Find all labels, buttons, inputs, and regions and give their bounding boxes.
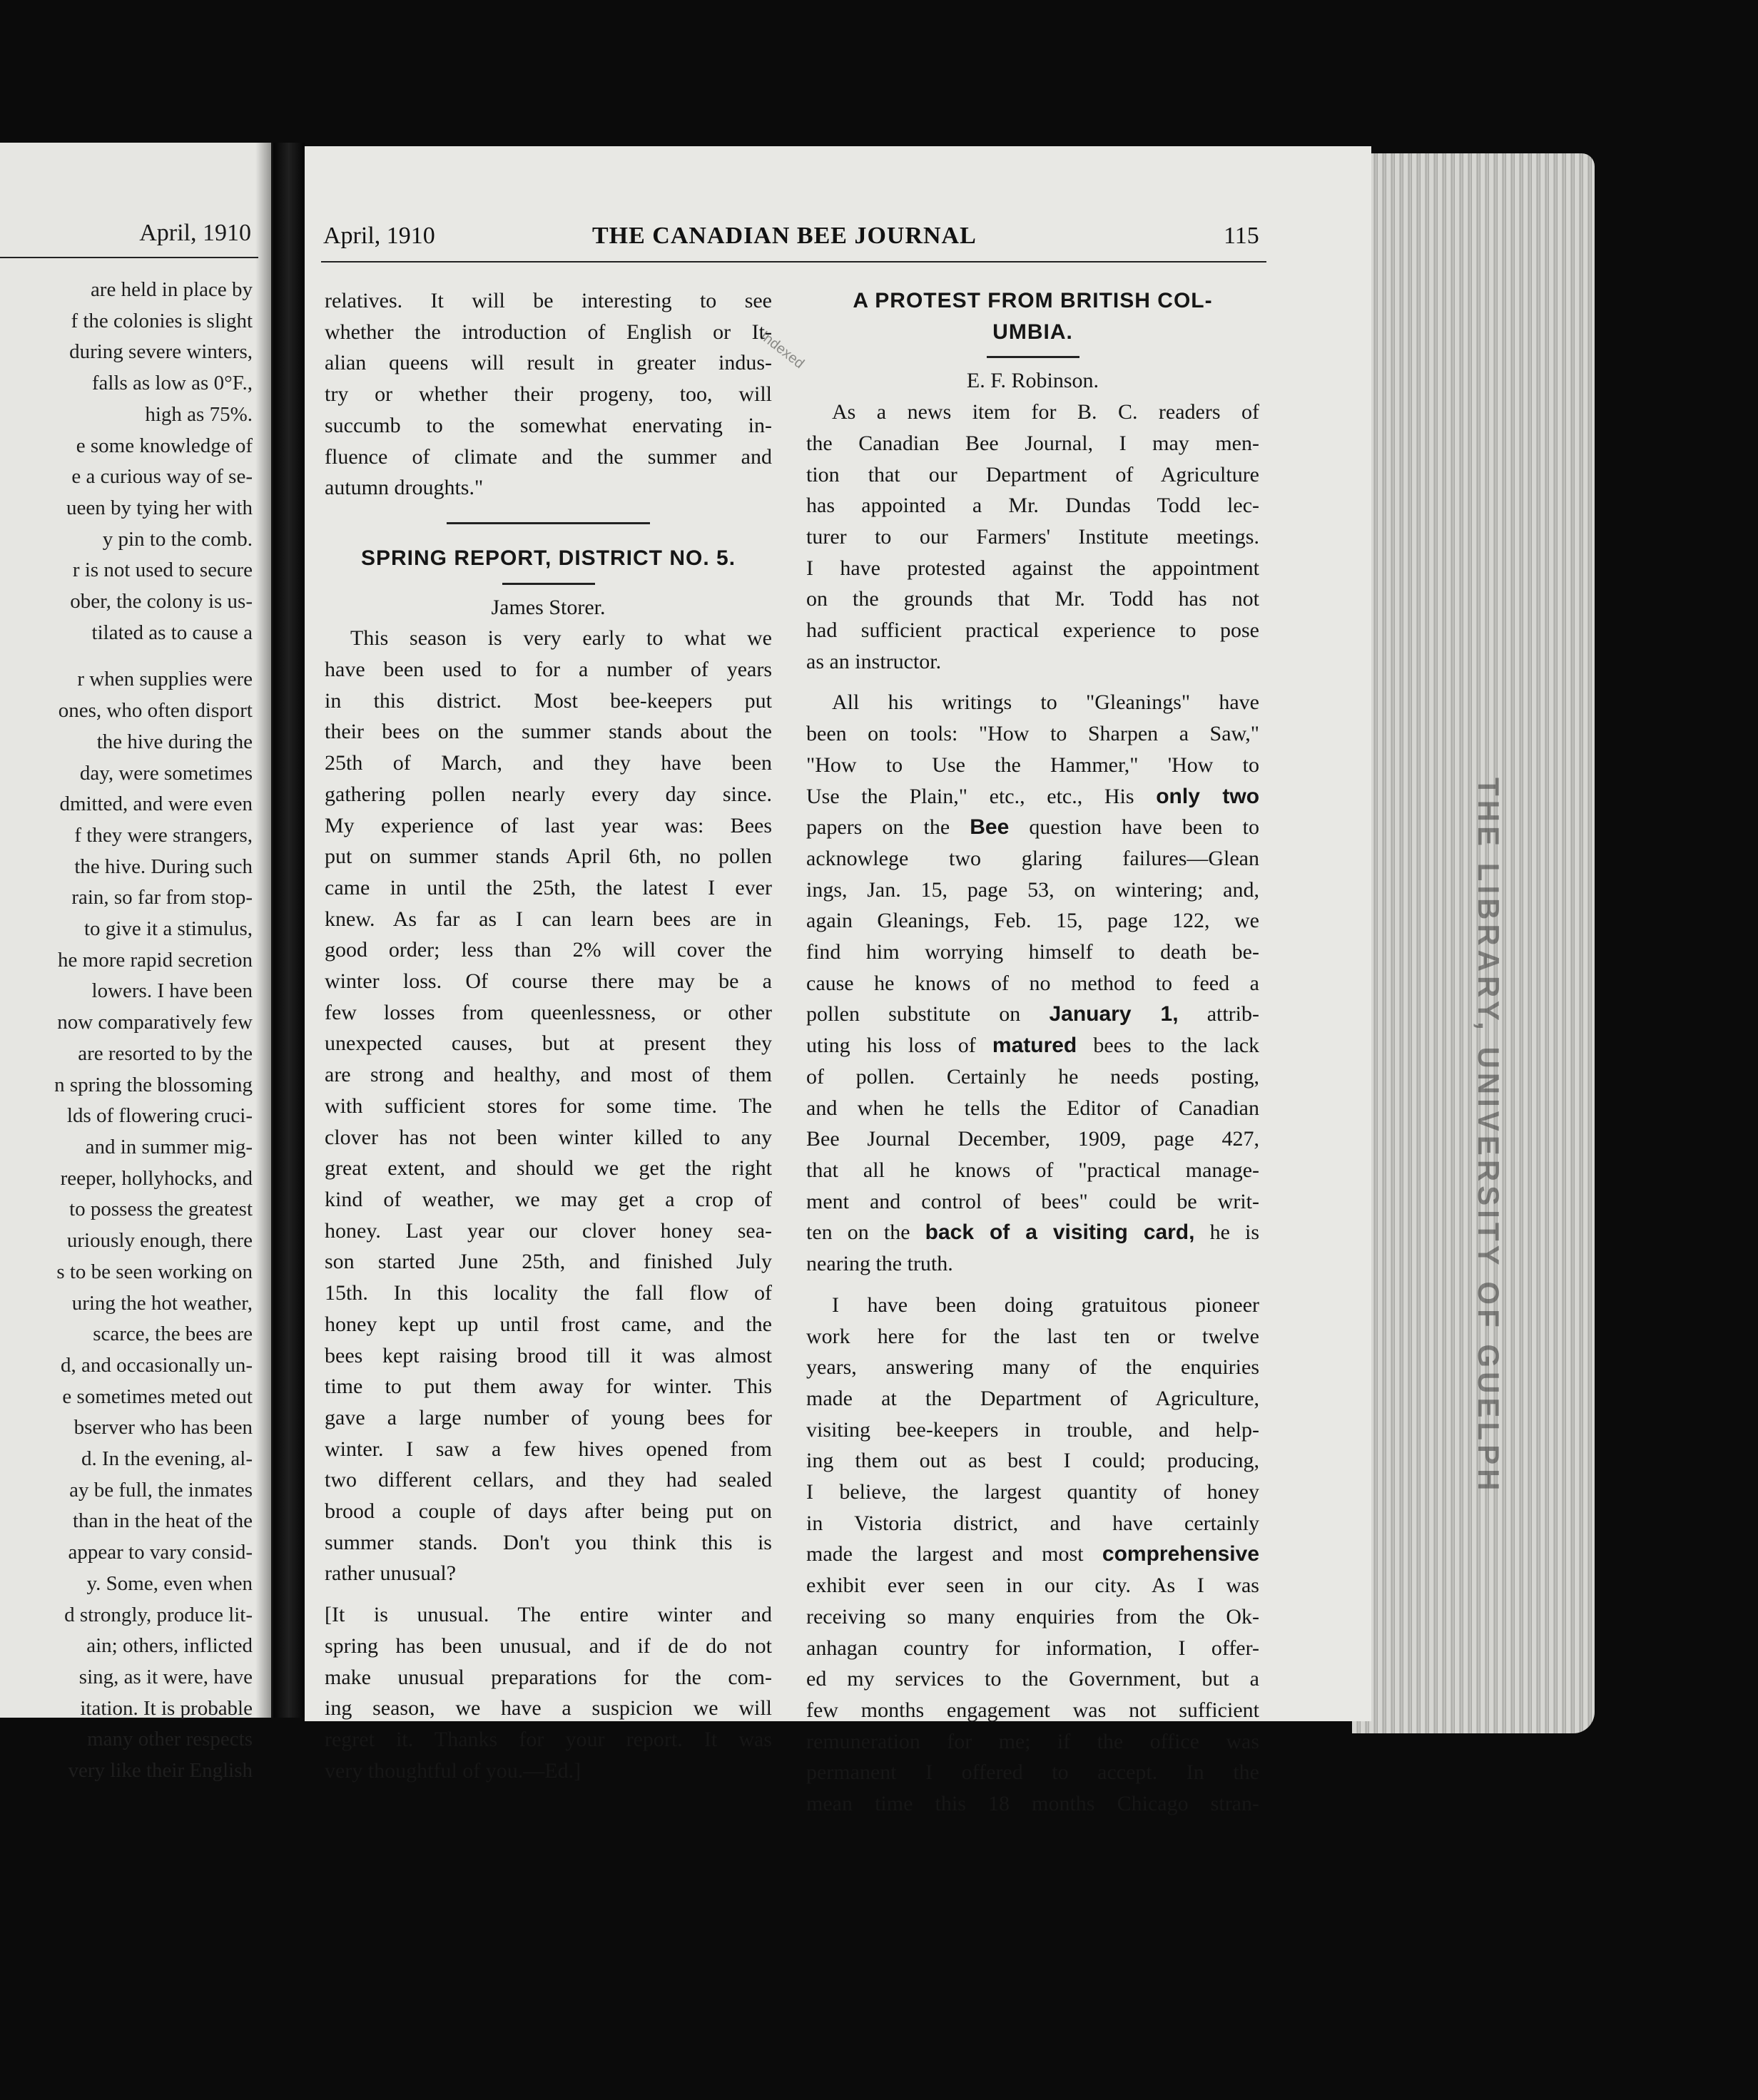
- text-line: the Canadian Bee Journal, I may men-: [806, 431, 1259, 455]
- text-line: unexpected causes, but at present they: [325, 1031, 772, 1056]
- text-line: their bees on the summer stands about the: [325, 720, 772, 744]
- text-line: remuneration for me; if the office was: [806, 1729, 1259, 1753]
- text-line: mean time this 18 months Chicago stran-: [806, 1792, 1259, 1816]
- text-line: falls as low as 0°F.,: [91, 372, 253, 395]
- text-line: find him worrying himself to death be-: [806, 940, 1259, 964]
- text-line: alian queens will result in greater indus-: [325, 351, 772, 375]
- text-line: exhibit ever seen in our city. As I was: [806, 1574, 1259, 1598]
- text-line: son started June 25th, and finished July: [325, 1250, 772, 1274]
- header-rule: [321, 261, 1266, 262]
- text-line: s to be seen working on: [56, 1260, 253, 1283]
- text-line: honey. Last year our clover honey sea-: [325, 1218, 772, 1243]
- text-line: are strong and healthy, and most of them: [325, 1063, 772, 1087]
- text-line: few losses from queenlessness, or other: [325, 1000, 772, 1024]
- text-line: as an instructor.: [806, 649, 942, 673]
- text-line: many other respects: [87, 1728, 253, 1751]
- text-line: d. In the evening, al-: [81, 1447, 253, 1471]
- text-line: ings, Jan. 15, page 53, on wintering; and,: [806, 877, 1259, 902]
- text-line: day, were sometimes: [79, 761, 253, 785]
- text-line: made at the Department of Agriculture,: [806, 1386, 1259, 1410]
- spring-report-body: [325, 623, 772, 1589]
- text-line: now comparatively few: [57, 1011, 253, 1034]
- text-line: cause he knows of no method to feed a: [806, 971, 1259, 995]
- text-line: tilated as to cause a: [91, 621, 253, 644]
- text-line: been on tools: "How to Sharpen a Saw,": [806, 722, 1259, 746]
- text-line: All his writings to "Gleanings" have: [832, 690, 1259, 715]
- text-line: e a curious way of se-: [71, 465, 253, 489]
- text-line: knew. As far as I can learn bees are in: [325, 907, 772, 931]
- text-line: ones, who often disport: [58, 699, 253, 723]
- text-line: spring has been unusual, and if de do not: [325, 1633, 772, 1658]
- text-line: rain, so far from stop-: [71, 886, 253, 909]
- text-line: made the largest and most comprehensive: [806, 1542, 1260, 1566]
- text-line: few months engagement was not sufficient: [806, 1698, 1259, 1722]
- text-line: ay be full, the inmates: [69, 1478, 253, 1502]
- article-author: E. F. Robinson.: [966, 369, 1099, 393]
- text-line: y pin to the comb.: [102, 527, 253, 551]
- text-line: put on summer stands April 6th, no pollen: [325, 845, 772, 869]
- text-line: good order; less than 2% will cover the: [325, 938, 772, 962]
- text-line: had sufficient practical experience to pose: [806, 618, 1259, 643]
- text-line: receiving so many enquiries from the Ok-: [806, 1604, 1259, 1628]
- text-line: ain; others, inflicted: [86, 1634, 253, 1658]
- text-line: tion that our Department of Agriculture: [806, 462, 1259, 486]
- article-author: James Storer.: [491, 595, 606, 619]
- text-line: permanent I offered to accept. In the: [806, 1760, 1259, 1785]
- text-line: clover has not been winter killed to any: [325, 1125, 772, 1149]
- spine-library-stamp: THE LIBRARY, UNIVERSITY OF GUELPH: [1472, 778, 1505, 1495]
- text-line: gathering pollen nearly every day since.: [325, 782, 772, 806]
- text-line: ed my services to the Government, but a: [806, 1667, 1259, 1691]
- text-line: d strongly, produce lit-: [64, 1603, 253, 1626]
- text-line: very thoughtful of you.—Ed.]: [325, 1758, 581, 1783]
- text-line: ueen by tying her with: [66, 496, 253, 519]
- text-line: of pollen. Certainly he needs posting,: [806, 1064, 1259, 1089]
- text-line: ing season, we have a suspicion we will: [325, 1696, 772, 1721]
- text-line: ment and control of bees" could be writ-: [806, 1189, 1259, 1213]
- text-line: to possess the greatest: [69, 1198, 253, 1221]
- text-line: acknowlege two glaring failures—Glean: [806, 846, 1259, 870]
- article-heading-spring-report: SPRING REPORT, DISTRICT NO. 5.: [360, 546, 736, 570]
- text-line: I believe, the largest quantity of honey: [806, 1480, 1259, 1504]
- protest-paragraph-3: [806, 1290, 1259, 1820]
- text-line: the hive. During such: [74, 855, 253, 878]
- text-line: e sometimes meted out: [62, 1385, 253, 1408]
- previous-page-header: April, 1910: [139, 220, 251, 246]
- text-line: high as 75%.: [145, 402, 253, 426]
- text-line: bserver who has been: [73, 1416, 253, 1439]
- running-header-title: THE CANADIAN BEE JOURNAL: [592, 223, 977, 249]
- previous-page-gutter-shadow: [255, 143, 271, 1718]
- text-line: ing them out as best I could; producing,: [806, 1449, 1259, 1473]
- article-heading-line1: A PROTEST FROM BRITISH COL-: [853, 289, 1213, 312]
- text-line: lowers. I have been: [91, 979, 253, 1003]
- text-line: with sufficient stores for some time. The: [325, 1094, 772, 1118]
- text-line: Bee Journal December, 1909, page 427,: [806, 1127, 1259, 1151]
- text-line: scarce, the bees are: [93, 1322, 253, 1346]
- text-line: very like their English: [68, 1759, 253, 1783]
- text-line: during severe winters,: [69, 340, 253, 364]
- text-line: in Vistoria district, and have certainly: [806, 1511, 1259, 1535]
- text-line: r when supplies were: [77, 668, 253, 691]
- indexed-stamp: Indexed: [757, 328, 808, 372]
- text-line: time to put them away for winter. This: [325, 1375, 772, 1399]
- text-line: ober, the colony is us-: [70, 590, 253, 613]
- text-line: autumn droughts.": [325, 476, 484, 500]
- text-line: uring the hot weather,: [71, 1291, 253, 1315]
- text-line: Use the Plain," etc., etc., His only two: [806, 784, 1260, 808]
- text-line: regret it. Thanks for your report. It was: [325, 1727, 772, 1751]
- text-line: winter loss. Of course there may be a: [325, 969, 772, 994]
- text-line: honey kept up until frost came, and the: [325, 1312, 772, 1336]
- text-line: rather unusual?: [325, 1561, 457, 1586]
- text-line: dmitted, and were even: [59, 792, 253, 816]
- text-line: summer stands. Don't you think this is: [325, 1530, 772, 1554]
- text-line: that all he knows of "practical manage-: [806, 1158, 1259, 1182]
- text-line: years, answering many of the enquiries: [806, 1355, 1259, 1380]
- text-line: bees kept raising brood till it was almost: [325, 1343, 772, 1367]
- text-line: I have protested against the appointment: [806, 556, 1259, 580]
- text-line: reeper, hollyhocks, and: [60, 1166, 253, 1190]
- text-line: on the grounds that Mr. Todd has not: [806, 587, 1259, 611]
- left-column: [325, 285, 772, 1786]
- text-line: As a news item for B. C. readers of: [832, 400, 1259, 424]
- text-line: came in until the 25th, the latest I ever: [325, 875, 772, 899]
- text-line: kind of weather, we may get a crop of: [325, 1187, 772, 1211]
- text-line: itation. It is probable: [80, 1696, 253, 1720]
- text-line: e some knowledge of: [76, 434, 253, 457]
- running-header-date: April, 1910: [323, 223, 435, 249]
- text-line: and in summer mig-: [85, 1135, 253, 1158]
- page-number: 115: [1224, 223, 1259, 249]
- text-line: whether the introduction of English or It-: [325, 320, 772, 344]
- text-line: in this district. Most bee-keepers put: [325, 688, 772, 713]
- text-line: great extent, and should we get the right: [325, 1156, 772, 1181]
- protest-paragraph-1: [806, 397, 1259, 677]
- previous-page-text: [0, 275, 253, 1787]
- text-line: papers on the Bee question have been to: [806, 815, 1259, 840]
- text-line: f they were strangers,: [74, 823, 253, 847]
- text-line: sing, as it were, have: [78, 1665, 253, 1688]
- text-line: are resorted to by the: [78, 1041, 253, 1065]
- text-line: n spring the blossoming: [54, 1073, 253, 1096]
- text-line: pollen substitute on January 1, attrib-: [806, 1002, 1259, 1026]
- text-line: make unusual preparations for the com-: [325, 1665, 772, 1689]
- text-line: d, and occasionally un-: [61, 1353, 253, 1377]
- right-column: [806, 285, 1259, 1820]
- text-line: and when he tells the Editor of Canadian: [806, 1096, 1259, 1120]
- text-line: 25th of March, and they have been: [325, 751, 772, 775]
- text-line: uriously enough, there: [66, 1229, 253, 1253]
- protest-paragraph-2: [806, 687, 1259, 1279]
- text-line: than in the heat of the: [72, 1509, 253, 1533]
- text-line: winter. I saw a few hives opened from: [325, 1437, 772, 1461]
- text-line: r is not used to secure: [72, 559, 253, 582]
- text-line: lds of flowering cruci-: [66, 1104, 253, 1128]
- text-line: turer to our Farmers' Institute meetings.: [806, 524, 1259, 549]
- text-line: This season is very early to what we: [350, 626, 772, 651]
- previous-page-rule: [0, 257, 258, 258]
- article-heading-line2: UMBIA.: [992, 320, 1073, 344]
- text-line: the hive during the: [96, 730, 253, 753]
- text-line: appear to vary consid-: [68, 1541, 253, 1564]
- book-gutter: [273, 143, 305, 1718]
- text-line: anhagan country for information, I offer-: [806, 1636, 1259, 1660]
- text-line: try or whether their progeny, too, will: [325, 382, 772, 407]
- text-line: gave a large number of young bees for: [325, 1405, 772, 1429]
- text-line: My experience of last year was: Bees: [325, 813, 772, 837]
- text-line: nearing the truth.: [806, 1252, 953, 1276]
- text-line: have been used to for a number of years: [325, 658, 772, 682]
- continued-article-text: [325, 285, 772, 504]
- text-line: fluence of climate and the summer and: [325, 444, 772, 469]
- text-line: visiting bee-keepers in trouble, and help-: [806, 1417, 1259, 1442]
- text-line: uting his loss of matured bees to the lack: [806, 1034, 1260, 1058]
- text-line: he more rapid secretion: [58, 948, 253, 972]
- text-line: y. Some, even when: [86, 1571, 253, 1595]
- text-line: succumb to the somewhat enervating in-: [325, 413, 772, 437]
- text-line: [It is unusual. The entire winter and: [325, 1603, 772, 1627]
- text-line: "How to Use the Hammer," 'How to: [806, 753, 1259, 777]
- text-line: [0, 648, 253, 664]
- text-line: brood a couple of days after being put on: [325, 1499, 772, 1524]
- text-line: are held in place by: [90, 278, 253, 301]
- text-line: has appointed a Mr. Dundas Todd lec-: [806, 494, 1259, 518]
- text-line: again Gleanings, Feb. 15, page 122, we: [806, 909, 1259, 933]
- text-line: work here for the last ten or twelve: [806, 1324, 1259, 1348]
- text-line: 15th. In this locality the fall flow of: [325, 1281, 772, 1305]
- text-line: f the colonies is slight: [71, 309, 253, 332]
- editor-note: [325, 1599, 772, 1786]
- previous-page: [0, 143, 273, 1783]
- text-line: I have been doing gratuitous pioneer: [832, 1293, 1259, 1317]
- text-line: to give it a stimulus,: [83, 917, 253, 941]
- text-line: relatives. It will be interesting to see: [325, 289, 772, 312]
- text-line: ten on the back of a visiting card, he is: [806, 1220, 1260, 1245]
- text-line: two different cellars, and they had sealed: [325, 1468, 772, 1492]
